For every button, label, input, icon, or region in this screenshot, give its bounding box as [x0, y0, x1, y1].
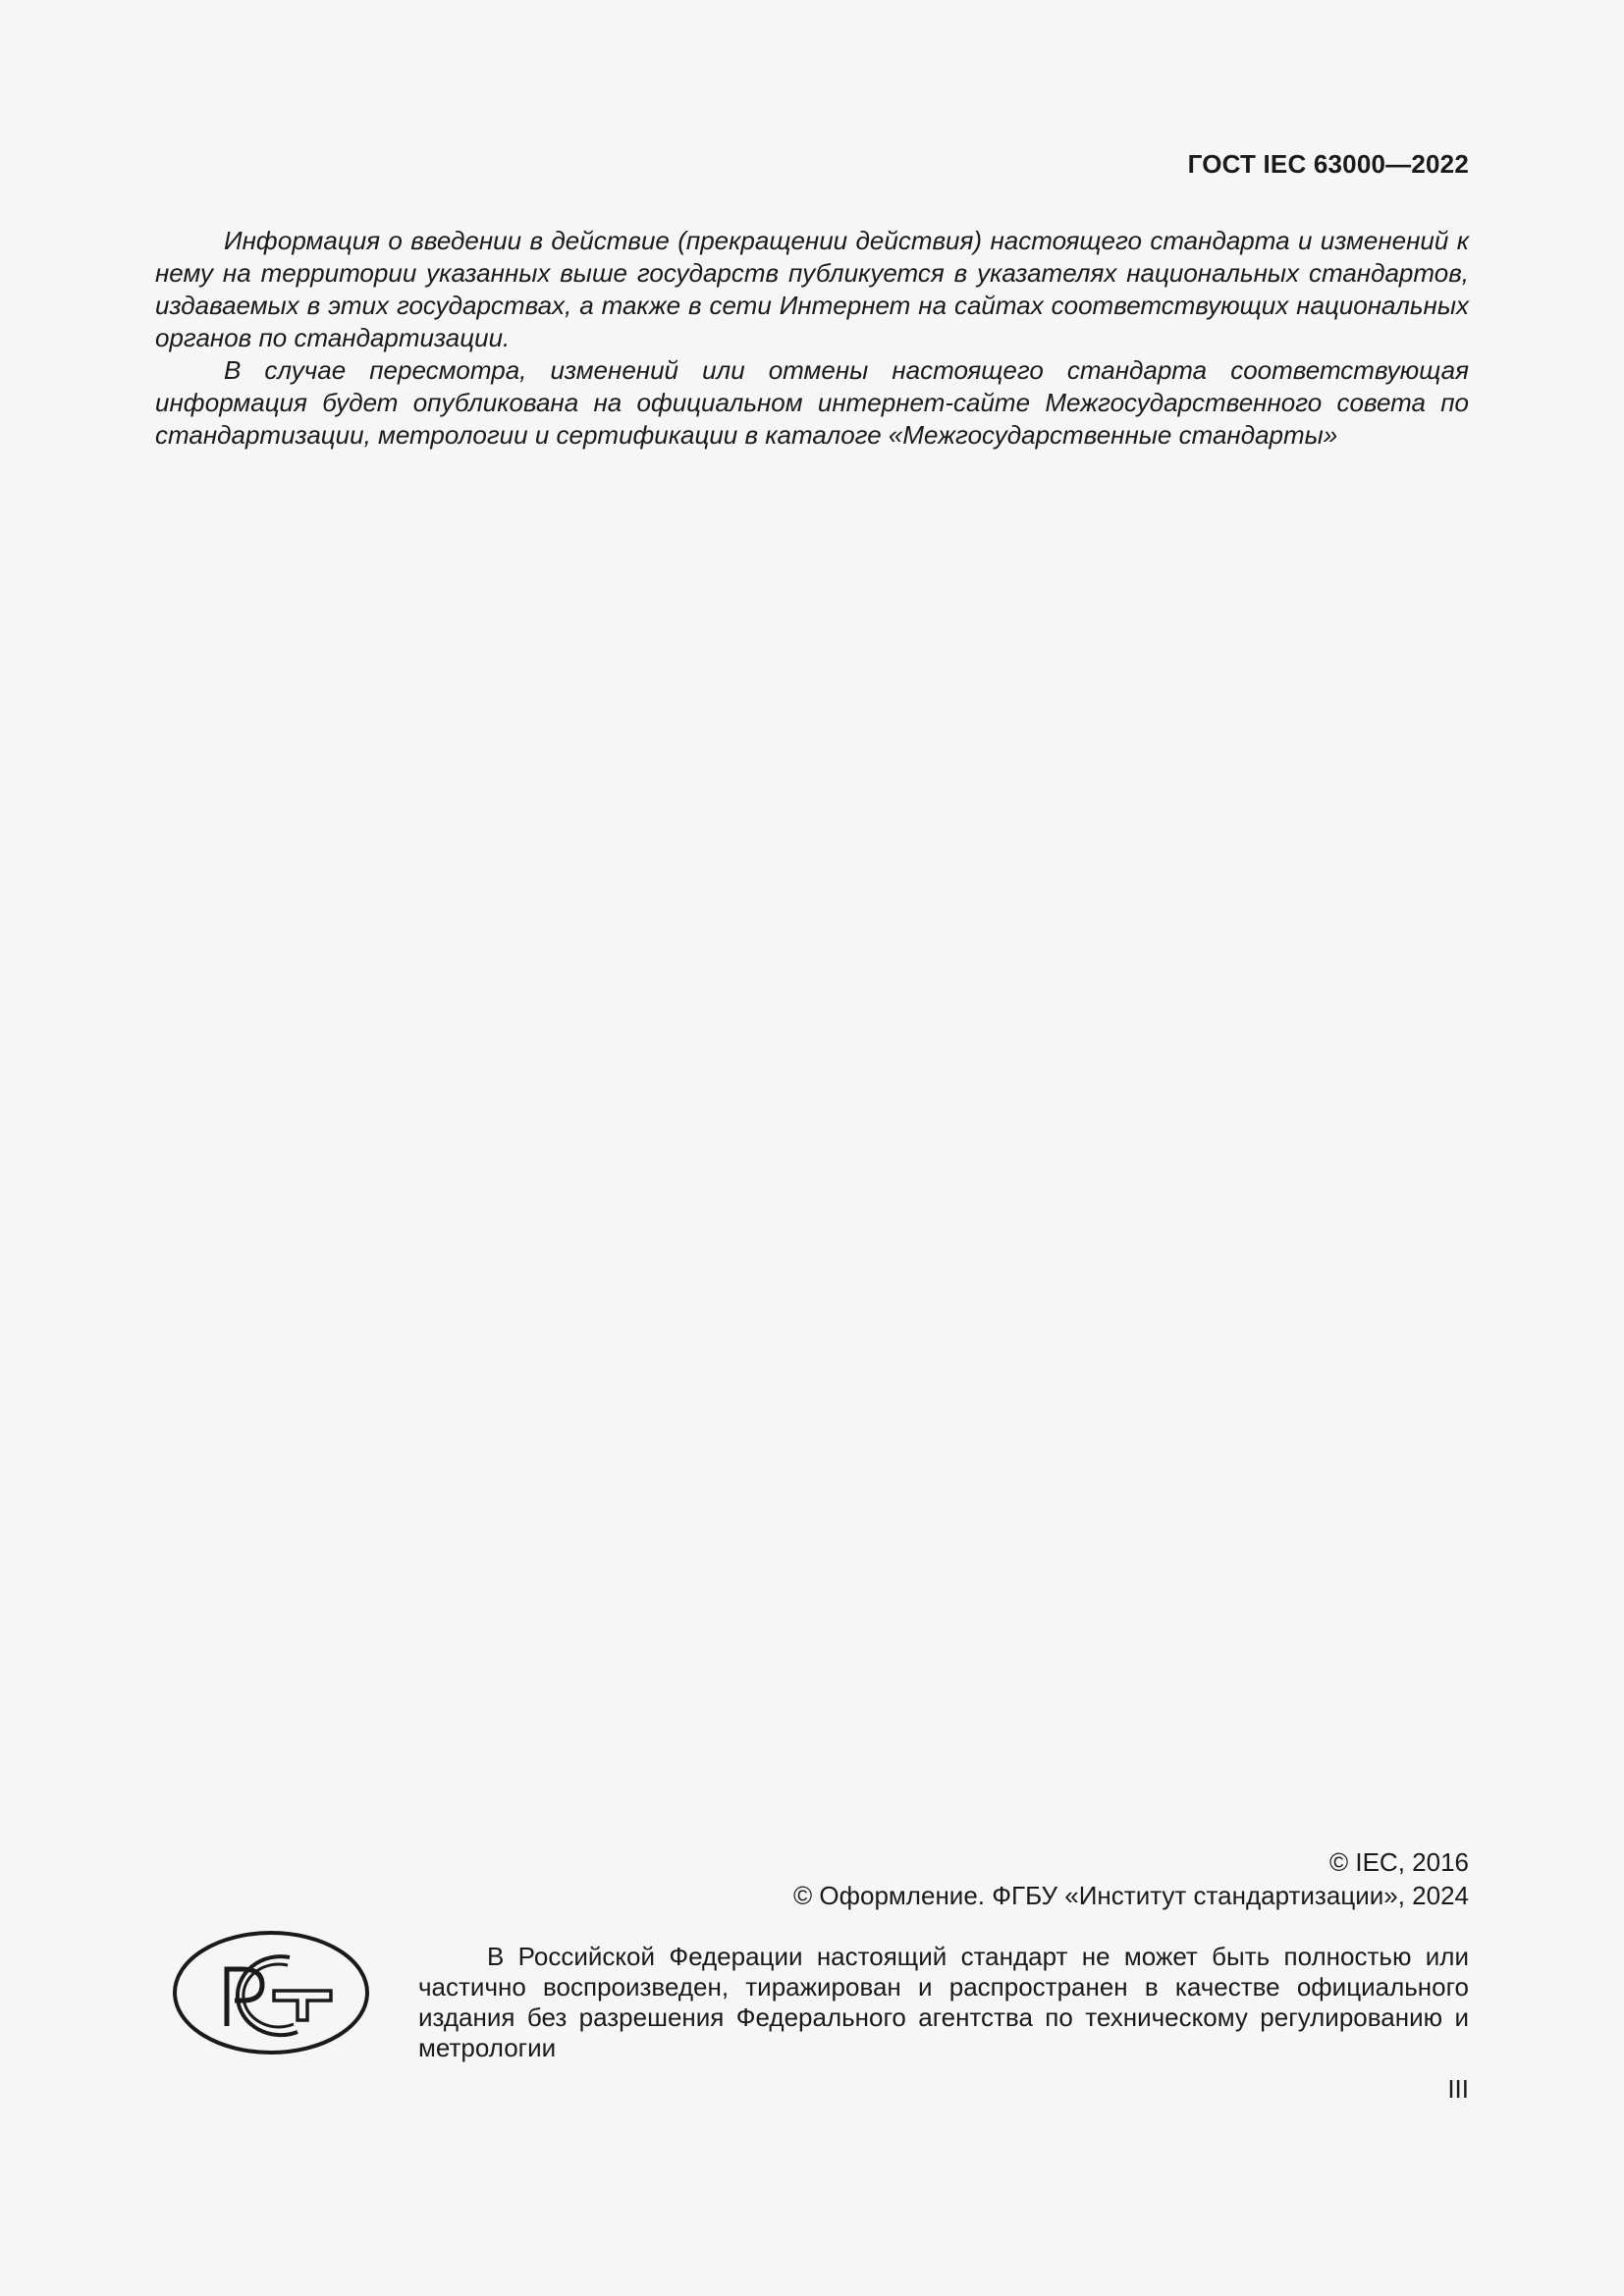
copyright-design: © Оформление. ФГБУ «Институт стандартизации», 2024	[793, 1881, 1469, 1910]
page-number: III	[1447, 2074, 1469, 2104]
reproduction-notice: В Российской Федерации настоящий стандарт не может быть полностью или частично воспроизведен, тиражирован и распространен в качестве официального издания без разрешения Федерального агентства по техническому регулированию и метрологии	[418, 1942, 1469, 2062]
intro-paragraph-2: В случае пересмотра, изменений или отмены настоящего стандарта соответствующая информация будет опубликована на официальном интернет-сайте Межгосударственного совета по стандартизации, метрологии и сертификации в каталоге «Межгосударственные стандарты»	[155, 355, 1469, 450]
copyright-block	[793, 1845, 1469, 1912]
rst-certification-mark-icon	[172, 1930, 370, 2056]
standard-code: ГОСТ IEC 63000—2022	[1187, 149, 1469, 179]
intro-section	[155, 225, 1469, 452]
copyright-iec: © IEC, 2016	[1328, 1847, 1469, 1877]
intro-paragraph-1: Информация о введении в действие (прекращении действия) настоящего стандарта и изменений к нему на территории указанных выше государств публикуется в указателях национальных стандартов, издаваемых в этих государствах, а также в сети Интернет на сайтах соответствующих национальных органов по стандартизации.	[155, 226, 1469, 352]
